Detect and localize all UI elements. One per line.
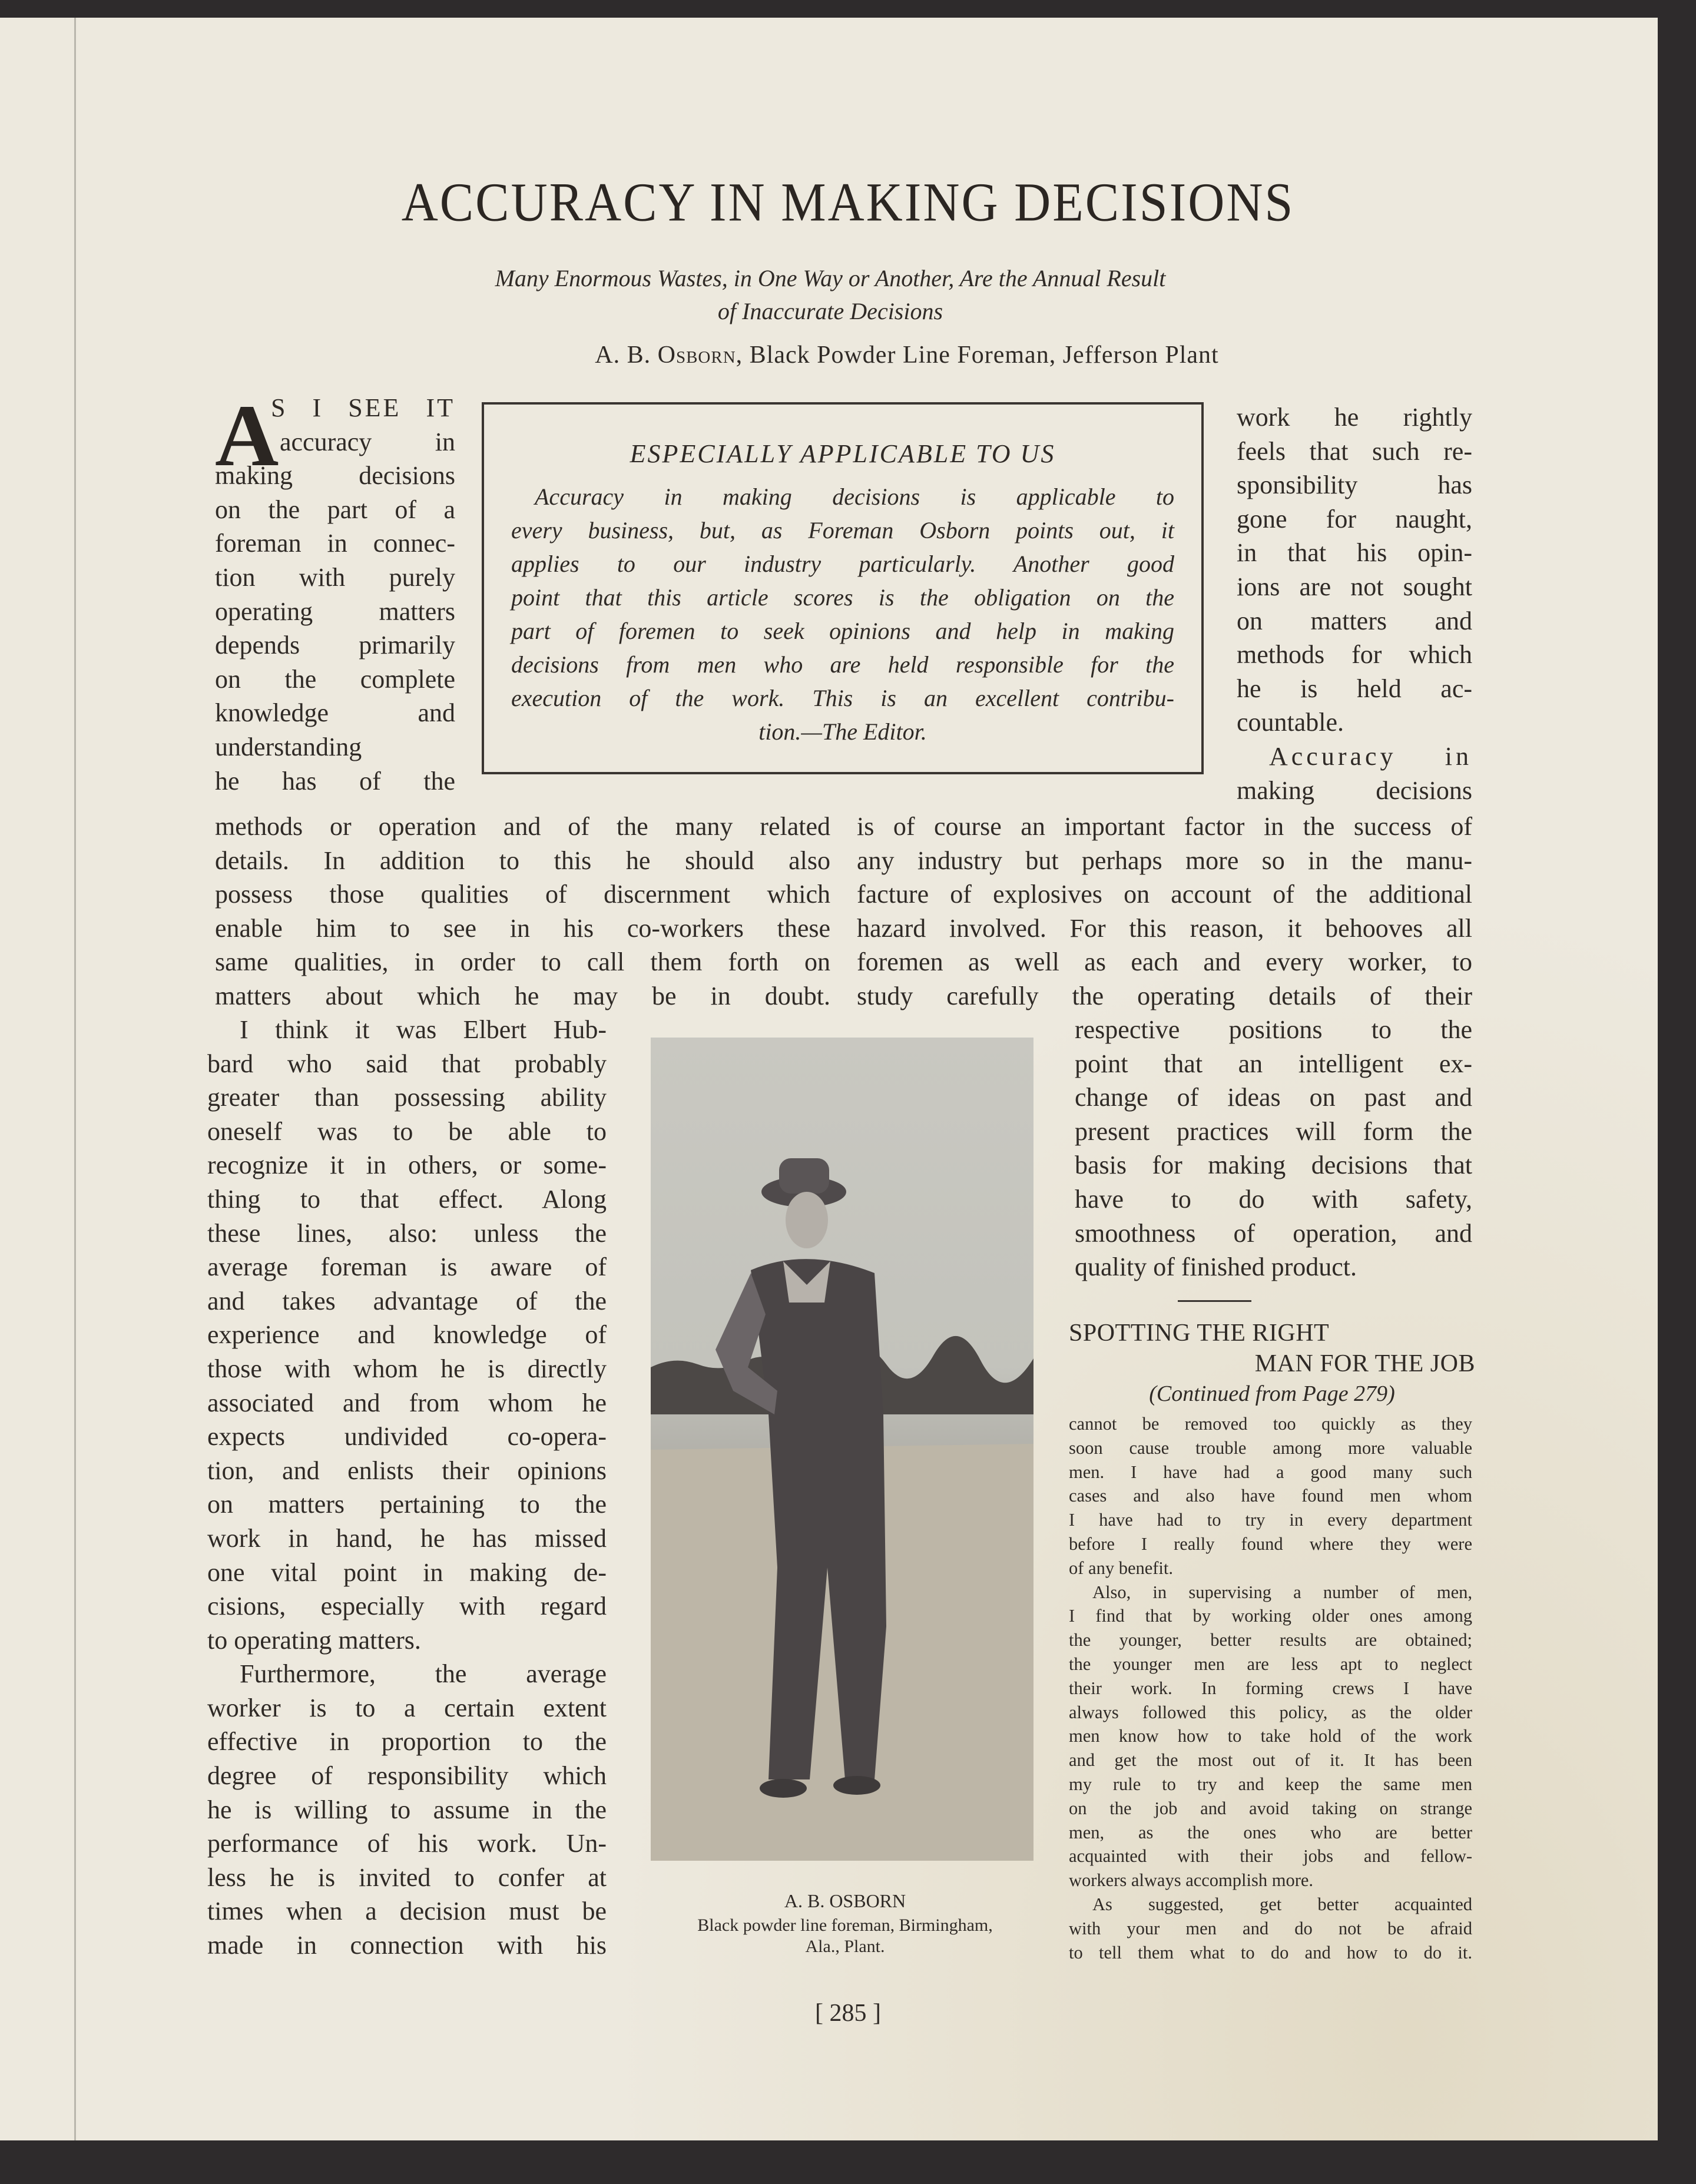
text-line: degree of responsibility which [207, 1761, 607, 1791]
photo-caption [639, 1890, 1051, 1957]
text-line: methods for which [1237, 640, 1472, 670]
text-line: change of ideas on past and [1075, 1083, 1472, 1112]
text-line: Also, in supervising a number of men, [1092, 1582, 1472, 1602]
text-line: associated and from whom he [207, 1388, 607, 1417]
text-line: tion.—The Editor. [758, 718, 927, 745]
text-line: on matters pertaining to the [207, 1490, 607, 1519]
text-line: cisions, especially with regard [207, 1592, 607, 1621]
continued-article-body [1069, 1412, 1472, 1964]
text-line: on matters and [1237, 606, 1472, 635]
lower-right-column [1075, 1013, 1472, 1284]
text-line: present practices will form the [1075, 1116, 1472, 1146]
text-line: smoothness of operation, and [1075, 1218, 1472, 1248]
text-line: Accuracy in making decisions is applicable to [535, 483, 1174, 510]
right-narrow-column [1237, 400, 1472, 807]
text-line: respective positions to the [1075, 1015, 1472, 1044]
text-line: part of foremen to seek opinions and help in making [511, 618, 1174, 644]
text-line: any industry but perhaps more so in the manu- [857, 846, 1472, 875]
text-line: on the part of a [215, 495, 455, 524]
text-line: with your men and do not be afraid [1069, 1918, 1472, 1938]
text-line: to tell them what to do and how to do it. [1069, 1942, 1472, 1963]
text-line: is of course an important factor in the success of [857, 812, 1472, 841]
byline [353, 340, 1460, 370]
heading-line: SPOTTING THE RIGHT [1069, 1320, 1330, 1347]
text-line: feels that such re- [1237, 436, 1472, 466]
caption-line: Ala., Plant. [805, 1937, 885, 1956]
text-line: the younger men are less apt to neglect [1069, 1653, 1472, 1674]
section-divider [1178, 1300, 1251, 1302]
text-line: performance of his work. Un- [207, 1829, 607, 1858]
text-line: soon cause trouble among more valuable [1069, 1437, 1472, 1458]
text-line: countable. [1237, 708, 1344, 737]
text-line: point that this article scores is the obligation on the [511, 584, 1174, 611]
text-line: recognize it in others, or some- [207, 1151, 607, 1180]
text-line: I think it was Elbert Hub- [240, 1015, 607, 1044]
text-line: the younger, better results are obtained; [1069, 1630, 1472, 1651]
byline-role: , Black Powder Line Foreman, Jefferson Plant [736, 342, 1219, 369]
text-line: times when a decision must be [207, 1897, 607, 1926]
text-line: thing to that effect. Along [207, 1184, 607, 1214]
text-line: possess those qualities of discernment which [215, 880, 830, 909]
text-line: men. I have had a good many such [1069, 1461, 1472, 1482]
text-line: one vital point in making de- [207, 1557, 607, 1587]
mid-right-column [857, 810, 1472, 1013]
continued-article-heading [1069, 1318, 1475, 1379]
text-line: less he is invited to confer at [207, 1862, 607, 1892]
binding-gutter [74, 18, 76, 2140]
text-line: their work. In forming crews I have [1069, 1678, 1472, 1698]
intro-column [215, 387, 455, 798]
mid-left-column [215, 810, 830, 1013]
text-line: effective in proportion to the [207, 1727, 607, 1757]
editor-note-box [482, 402, 1204, 774]
text-line: on the complete [215, 664, 455, 694]
text-line: those with whom he is directly [207, 1354, 607, 1383]
editor-note-heading: ESPECIALLY APPLICABLE TO US [630, 439, 1056, 468]
text-line: Furthermore, the average [240, 1659, 607, 1689]
text-line: men, as the ones who are better [1069, 1822, 1472, 1842]
article-subtitle [353, 262, 1307, 328]
text-line: men know how to take hold of the work [1069, 1726, 1472, 1746]
editor-note-body [511, 480, 1174, 748]
text-line: facture of explosives on account of the additional [857, 880, 1472, 909]
text-line: execution of the work. This is an excellent contribu- [511, 685, 1174, 711]
text-line: expects undivided co-opera- [207, 1422, 607, 1451]
text-line: I have had to try in every department [1069, 1510, 1472, 1530]
text-line: greater than possessing ability [207, 1083, 607, 1112]
text-line: and takes advantage of the [207, 1286, 607, 1315]
text-line: depends primarily [215, 631, 455, 660]
text-line: As suggested, get better acquainted [1092, 1894, 1472, 1914]
text-line: Accuracy in [1269, 741, 1472, 771]
text-line: my rule to try and keep the same men [1069, 1774, 1472, 1794]
text-line: point that an intelligent ex- [1075, 1049, 1472, 1078]
text-line: study carefully the operating details of their [857, 981, 1472, 1010]
text-line: making decisions [215, 461, 455, 491]
lower-left-column [207, 1013, 607, 1963]
article-title: ACCURACY IN MAKING DECISIONS [401, 171, 1295, 233]
text-line: average foreman is aware of [207, 1252, 607, 1282]
text-line: experience and knowledge of [207, 1320, 607, 1350]
text-line: methods or operation and of the many related [215, 812, 830, 841]
text-line: cases and also have found men whom [1069, 1486, 1472, 1506]
text-line: foreman in connec- [215, 529, 455, 558]
text-line: making decisions [1237, 775, 1472, 805]
text-line: he is willing to assume in the [207, 1795, 607, 1824]
text-line: in that his opin- [1237, 538, 1472, 568]
text-line: ions are not sought [1237, 572, 1472, 601]
drop-cap: A [215, 387, 279, 485]
text-line: made in connection with his [207, 1931, 607, 1960]
text-line: workers always accomplish more. [1069, 1870, 1314, 1891]
text-line: matters about which he may be in doubt. [215, 981, 830, 1010]
text-line: worker is to a certain extent [207, 1693, 607, 1722]
continued-from-note[interactable]: (Continued from Page 279) [1149, 1381, 1395, 1406]
text-line: before I really found where they were [1069, 1533, 1472, 1554]
text-line: operating matters [215, 596, 455, 626]
text-line: enable him to see in his co-workers these [215, 913, 830, 943]
text-line: knowledge and [215, 698, 455, 728]
text-line: work he rightly [1237, 403, 1472, 432]
text-line: on the job and avoid taking on strange [1069, 1798, 1472, 1818]
text-line: tion, and enlists their opinions [207, 1456, 607, 1485]
caption-name: A. B. OSBORN [784, 1890, 906, 1911]
text-line: he has of the [215, 766, 455, 796]
text-line: details. In addition to this he should also [215, 846, 830, 875]
text-line: I find that by working older ones among [1069, 1606, 1472, 1626]
text-line: same qualities, in order to call them forth on [215, 947, 830, 977]
byline-name: Osborn [657, 342, 736, 369]
text-line: understanding [215, 732, 362, 761]
text-line: decisions from men who are held responsible for the [511, 651, 1174, 678]
text-line: he is held ac- [1237, 674, 1472, 703]
heading-line: MAN FOR THE JOB [1254, 1350, 1475, 1377]
text-line: every business, but, as Foreman Osborn points out, it [511, 517, 1174, 543]
text-line: to operating matters. [207, 1625, 421, 1655]
caption-line: Black powder line foreman, Birmingham, [697, 1915, 993, 1935]
text-line: these lines, also: unless the [207, 1218, 607, 1248]
text-line: work in hand, he has missed [207, 1523, 607, 1553]
text-line: acquainted with their jobs and fellow- [1069, 1846, 1472, 1867]
text-line: always followed this policy, as the older [1069, 1702, 1472, 1722]
text-line: S I SEE IT [271, 393, 455, 422]
text-line: hazard involved. For this reason, it behooves all [857, 913, 1472, 943]
text-line: foremen as well as each and every worker, to [857, 947, 1472, 977]
text-line: cannot be removed too quickly as they [1069, 1414, 1472, 1434]
text-line: quality of finished product. [1075, 1252, 1357, 1282]
text-line: applies to our industry particularly. Another good [511, 551, 1174, 577]
text-line: accuracy in [280, 427, 455, 456]
text-line: and get the most out of it. It has been [1069, 1750, 1472, 1771]
text-line: gone for naught, [1237, 504, 1472, 533]
subtitle-line: Many Enormous Wastes, in One Way or Another, Are the Annual Result [495, 265, 1166, 291]
subtitle-line: of Inaccurate Decisions [717, 298, 943, 324]
text-line: tion with purely [215, 562, 455, 592]
text-line: have to do with safety, [1075, 1184, 1472, 1214]
text-line: of any benefit. [1069, 1557, 1173, 1578]
byline-initials: A. B. [595, 342, 658, 369]
text-line: basis for making decisions that [1075, 1151, 1472, 1180]
portrait-photo [651, 1038, 1034, 1861]
text-line: sponsibility has [1237, 470, 1472, 500]
text-line: bard who said that probably [207, 1049, 607, 1078]
page-number: [ 285 ] [815, 2000, 881, 2027]
man-in-overalls-figure [651, 1038, 1034, 1861]
text-line: oneself was to be able to [207, 1116, 607, 1146]
